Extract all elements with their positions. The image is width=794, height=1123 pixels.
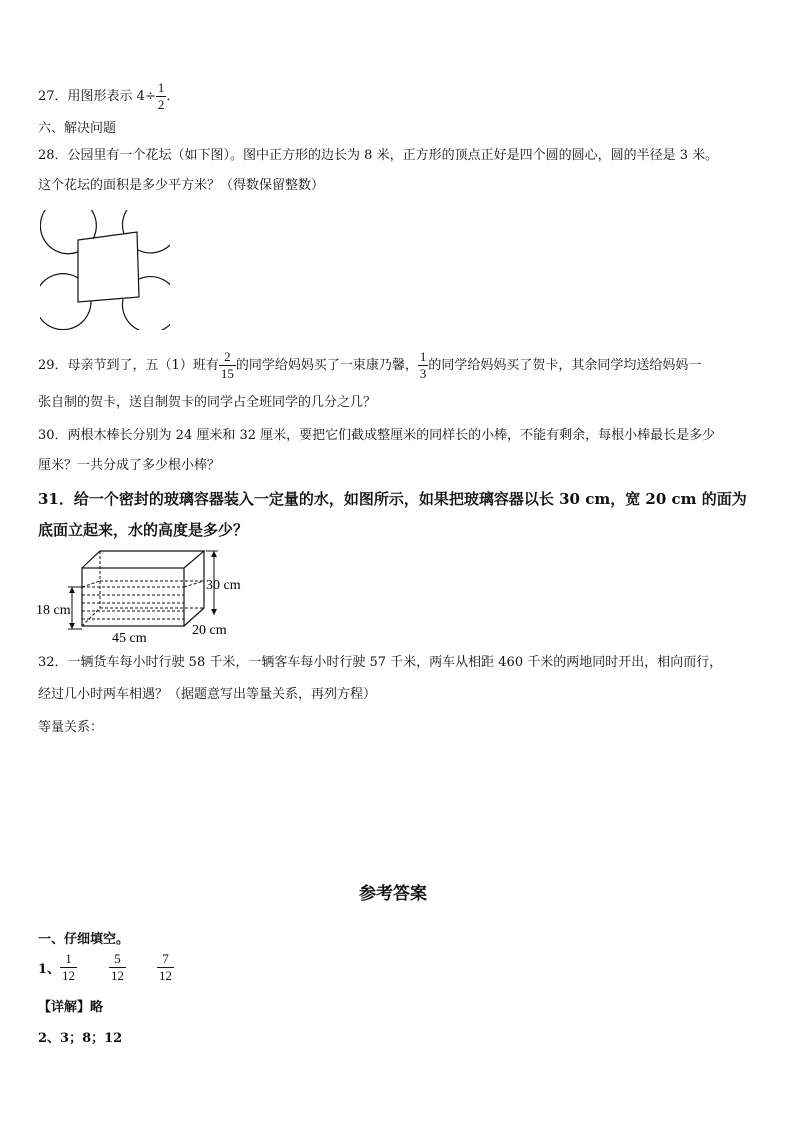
- question-30-line2: 厘米？一共分成了多少根小棒？: [38, 458, 221, 473]
- answers-section-1: 一、仔细填空。: [38, 932, 130, 947]
- question-29-line1: 29．母亲节到了，五（1）班有 $\frac{2}{15}$ 的同学给妈妈买了一束康乃馨， $\frac{1}{3}$ 的同学给妈妈买了贺卡，其余同学均送给妈妈一: [38, 349, 702, 381]
- flower-bed-figure: [40, 210, 170, 330]
- question-27-fraction: $\frac{1}{2}$: [157, 80, 165, 112]
- section-6-heading: 六、解决问题: [38, 121, 117, 136]
- answer-1-label: 1、: [38, 962, 61, 977]
- answer-1-detail: 【详解】略: [38, 1000, 104, 1015]
- label-height: 30 cm: [206, 578, 241, 593]
- answer-1-fraction-2: $\frac{5}{12}$: [111, 951, 124, 983]
- question-29-fraction-2: $\frac{1}{3}$: [419, 349, 427, 381]
- question-32-line2: 经过几小时两车相遇？（据题意写出等量关系，再列方程）: [38, 687, 377, 702]
- answer-1-fraction-3: $\frac{7}{12}$: [159, 951, 172, 983]
- question-31-line1: 31．给一个密封的玻璃容器装入一定量的水，如图所示，如果把玻璃容器以长 30 cm，宽 20 cm 的面为: [38, 490, 747, 508]
- question-29-line2: 张自制的贺卡，送自制贺卡的同学占全班同学的几分之几？: [38, 395, 377, 410]
- question-28-line2: 这个花坛的面积是多少平方米？（得数保留整数）: [38, 178, 325, 193]
- square: [78, 232, 139, 302]
- answers-title: 参考答案: [359, 884, 427, 904]
- container-figure: [36, 545, 266, 645]
- label-length: 45 cm: [112, 631, 147, 645]
- question-27-text: 27．用图形表示 4÷: [38, 89, 156, 104]
- question-32-line1: 32．一辆货车每小时行驶 58 千米，一辆客车每小时行驶 57 千米，两车从相距 460 千米的两地同时开出，相向而行，: [38, 655, 723, 670]
- question-29-fraction-1: $\frac{2}{15}$: [220, 349, 234, 381]
- label-water-height: 18 cm: [36, 603, 71, 618]
- label-width: 20 cm: [192, 623, 227, 638]
- question-32-line3: 等量关系：: [38, 720, 104, 735]
- answer-2: 2、3；8；12: [38, 1031, 123, 1046]
- question-28-line1: 28．公园里有一个花坛（如下图）。图中正方形的边长为 8 米，正方形的顶点正好是四个圆的圆心，圆的半径是 3 米。: [38, 148, 719, 163]
- question-31-line2: 底面立起来，水的高度是多少？: [38, 521, 249, 539]
- question-30-line1: 30．两根木棒长分别为 24 厘米和 32 厘米，要把它们截成整厘米的同样长的小棒，不能有剩余，每根小棒最长是多少: [38, 428, 716, 443]
- question-27: 27．用图形表示 4÷ $\frac{1}{2}$ ．: [38, 80, 180, 112]
- answer-1-fraction-1: $\frac{1}{12}$: [62, 951, 75, 983]
